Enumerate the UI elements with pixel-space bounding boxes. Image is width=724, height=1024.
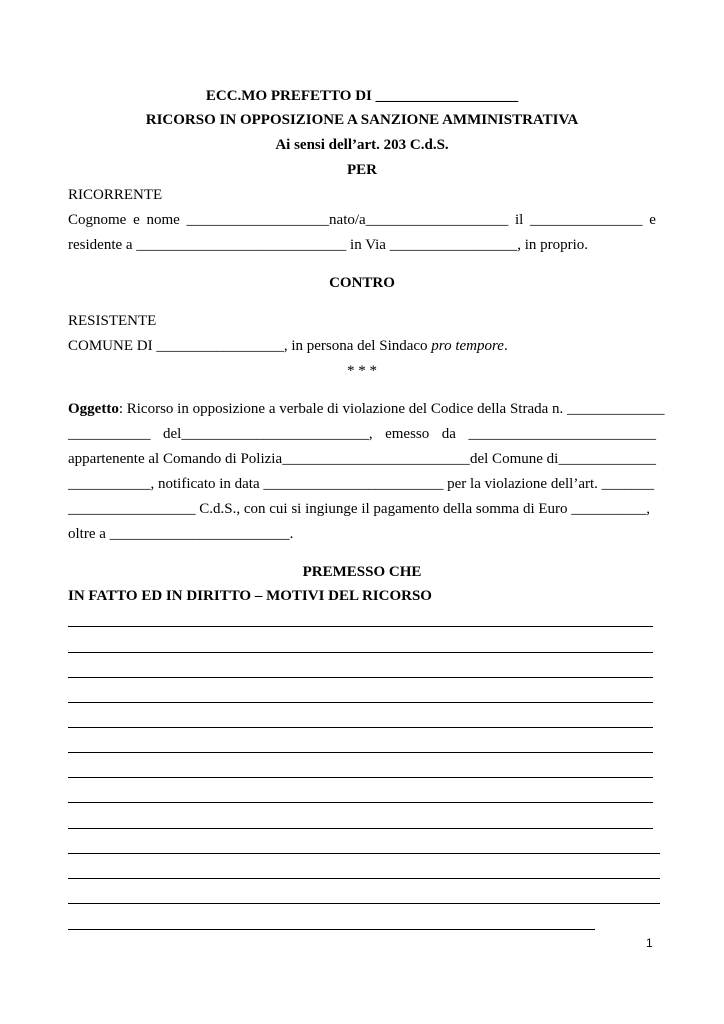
- oggetto-line-6[interactable]: oltre a ________________________.: [68, 526, 294, 542]
- premesso-heading: PREMESSO CHE: [302, 564, 422, 580]
- writing-line[interactable]: [68, 752, 653, 753]
- resistente-heading: RESISTENTE: [68, 313, 157, 329]
- pro-tempore: pro tempore: [431, 338, 504, 354]
- prefetto-blank[interactable]: ___________________: [375, 88, 519, 104]
- oggetto-line-5[interactable]: _________________ C.d.S., con cui si ingiunge il pagamento della somma di Euro __________,: [68, 501, 651, 517]
- e-word: e: [133, 212, 140, 228]
- comune-label: del Comune di: [469, 451, 559, 467]
- writing-line[interactable]: [68, 878, 660, 879]
- writing-line[interactable]: [68, 652, 653, 653]
- nome-word: nome: [146, 212, 180, 228]
- oggetto-label: Oggetto: [68, 401, 119, 417]
- article-reference: Ai sensi dell’art. 203 C.d.S.: [275, 137, 449, 153]
- comune-prefix: COMUNE DI _________________, in persona del Sindaco: [68, 338, 432, 354]
- issuer-field[interactable]: _________________________: [468, 426, 656, 442]
- writing-line[interactable]: [68, 903, 660, 904]
- verbale-number-field[interactable]: ___________: [68, 426, 151, 442]
- ricorrente-line-1: [68, 213, 656, 228]
- writing-line[interactable]: [68, 626, 653, 627]
- e-word-end: e: [649, 212, 656, 228]
- writing-line[interactable]: [68, 828, 653, 829]
- writing-line[interactable]: [68, 853, 660, 854]
- name-birthplace-field[interactable]: ___________________nato/a___________________: [186, 212, 509, 228]
- oggetto-line-1[interactable]: [68, 402, 665, 417]
- writing-line[interactable]: [68, 802, 653, 803]
- writing-line[interactable]: [68, 929, 595, 930]
- cognome-word: Cognome: [68, 212, 127, 228]
- page-number: 1: [646, 936, 653, 950]
- da-word: da: [441, 426, 456, 442]
- oggetto-line-2[interactable]: [68, 427, 656, 442]
- il-word: il: [514, 212, 524, 228]
- separator-stars: * * *: [347, 363, 377, 379]
- contro-heading: CONTRO: [329, 275, 395, 291]
- comando-polizia-label: appartenente al Comando di Polizia: [68, 451, 283, 467]
- comune-suffix: .: [503, 338, 508, 354]
- comune-field[interactable]: _____________: [558, 451, 656, 467]
- motivi-heading: IN FATTO ED IN DIRITTO – MOTIVI DEL RICORSO: [68, 588, 432, 604]
- comando-field[interactable]: _________________________: [282, 451, 470, 467]
- oggetto-line-3[interactable]: [68, 452, 656, 467]
- writing-line[interactable]: [68, 677, 653, 678]
- per-heading: PER: [347, 162, 377, 178]
- writing-line[interactable]: [68, 777, 653, 778]
- writing-line[interactable]: [68, 727, 653, 728]
- subtitle: RICORSO IN OPPOSIZIONE A SANZIONE AMMINISTRATIVA: [145, 112, 579, 128]
- ricorrente-residence-line[interactable]: residente a ____________________________ in Via _________________, in proprio.: [68, 237, 589, 253]
- verbale-date-field[interactable]: del_________________________,: [163, 426, 373, 442]
- birthdate-field[interactable]: _______________: [530, 212, 643, 228]
- writing-line[interactable]: [68, 702, 653, 703]
- oggetto-text-1: : Ricorso in opposizione a verbale di violazione del Codice della Strada n. _____________: [118, 401, 665, 417]
- emesso-word: emesso: [385, 426, 430, 442]
- comune-line[interactable]: [68, 339, 508, 354]
- title-line: [0, 89, 724, 104]
- title-prefix: ECC.MO PREFETTO DI: [205, 88, 376, 104]
- oggetto-line-4[interactable]: ___________, notificato in data ________________________ per la violazione dell’art. _______: [68, 476, 655, 492]
- ricorrente-heading: RICORRENTE: [68, 187, 163, 203]
